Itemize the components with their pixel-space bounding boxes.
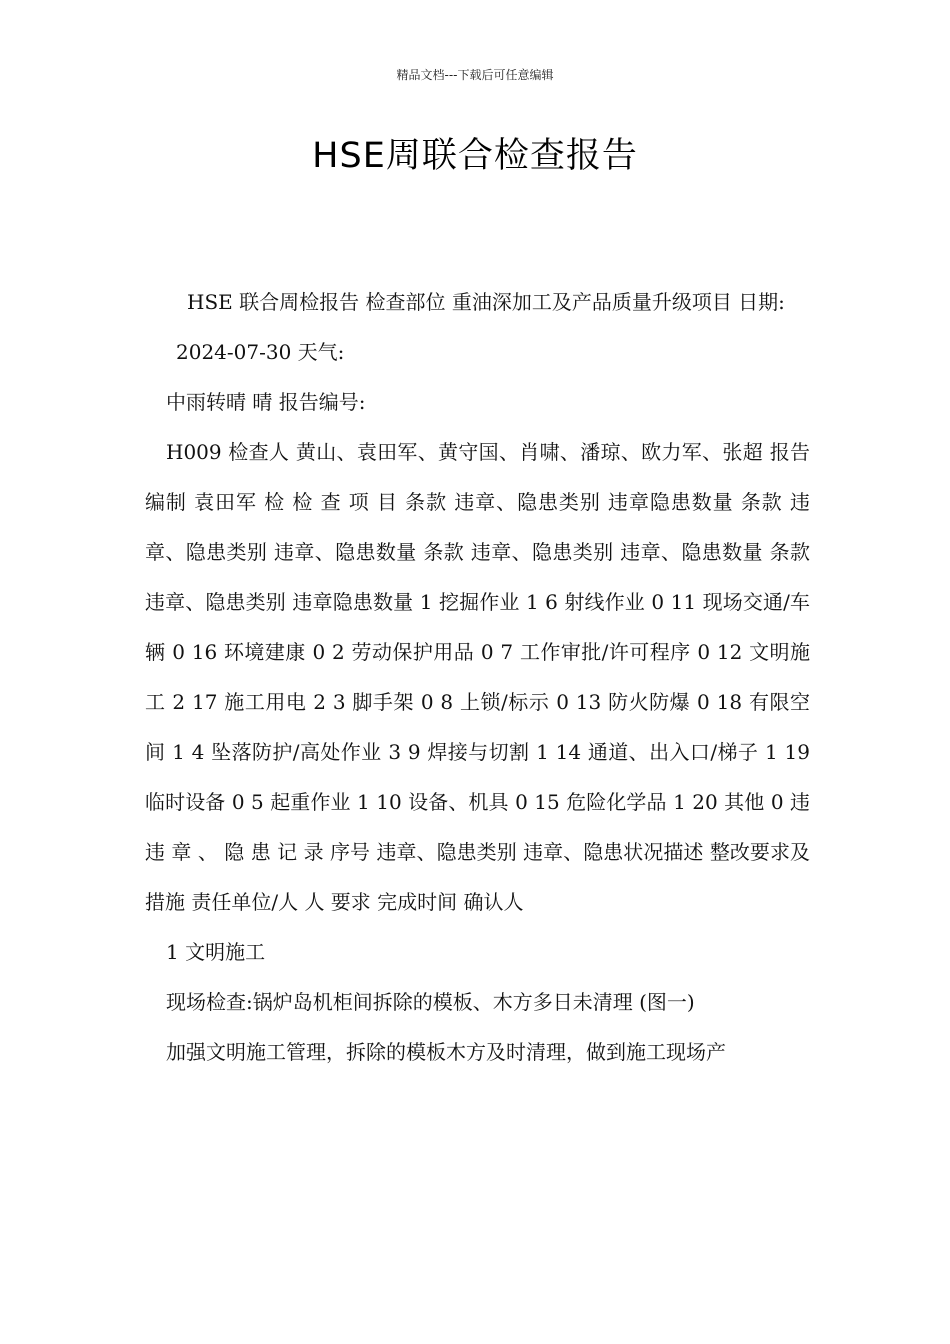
document-body — [145, 277, 810, 1077]
paragraph-finding: 现场检查:锅炉岛机柜间拆除的模板、木方多日未清理 (图一) — [166, 990, 695, 1014]
paragraph-item-number: 1 文明施工 — [166, 940, 266, 964]
paragraph-date: 2024-07-30 天气: — [176, 340, 345, 364]
paragraph-weather: 中雨转晴 晴 报告编号: — [166, 390, 366, 414]
paragraph-inspection-summary: H009 检查人 黄山、袁田军、黄守国、肖啸、潘琼、欧力军、张超 报告编制 袁田军 检 检 查 项 目 条款 违章、隐患类别 违章隐患数量 条款 违章、隐患类别 违章、隐患数量 条款 违章、隐患类别 违章、隐患数量 条款 违章、隐患类别 违章隐患数量 1 挖掘作业 1 6 射线作业 0 11 现场交通/车辆 0 16 环境建康 0 2 劳动保护用品 0 7 工作审批/许可程序 0 12 文明施工 2 17 施工用电 2 3 脚手架 0 8 上锁/标示 0 13 防火防爆 0 18 有限空间 1 4 坠落防护/高处作业 3 9 焊接与切割 1 14 通道、出入口/梯子 1 19 临时设备 0 5 起重作业 1 10 设备、机具 0 15 危险化学品 1 20 其他 0 违 违 章 、 隐 患 记 录 序号 违章、隐患类别 违章、隐患状况描述 整改要求及措施 责任单位/人 人 要求 完成时间 确认人 — [145, 440, 810, 914]
paragraph-requirement: 加强文明施工管理，拆除的模板木方及时清理，做到施工现场产 — [166, 1040, 726, 1064]
header-note: 精品文档---下载后可任意编辑 — [396, 68, 554, 82]
page-title: HSE周联合检查报告 — [312, 136, 638, 176]
paragraph-report-info: HSE 联合周检报告 检查部位 重油深加工及产品质量升级项目 日期: — [187, 290, 785, 314]
